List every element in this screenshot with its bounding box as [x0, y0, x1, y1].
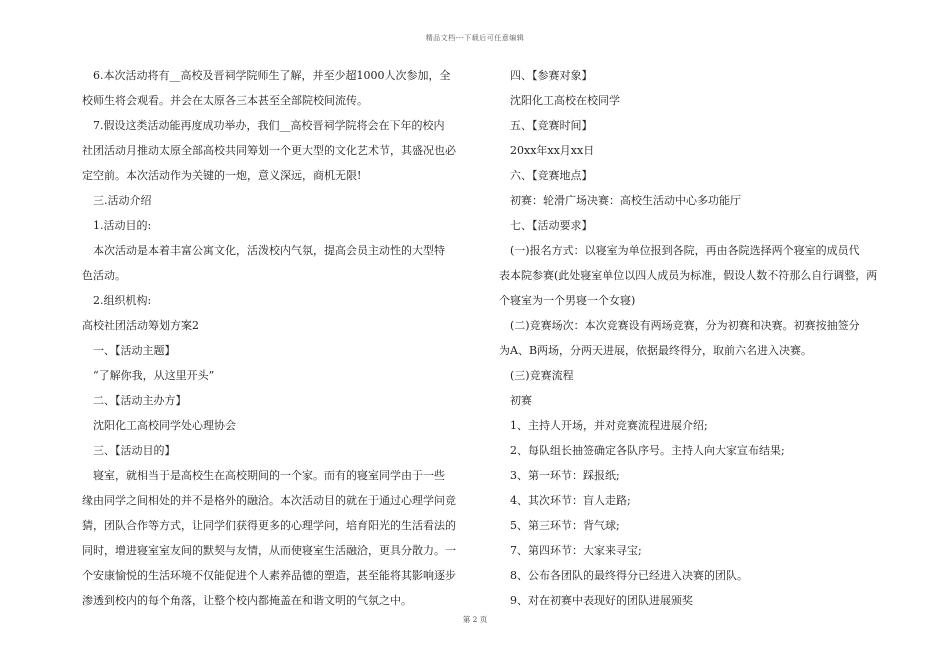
text-line: 初赛: [510, 394, 532, 407]
text-line: 个安康愉悦的生活环境不仅能促进个人素养品德的塑造，甚至能将其影响逐步: [82, 569, 456, 582]
text-line: 个寝室为一个男寝一个女寝): [499, 294, 636, 307]
text-line: (一)报名方式：以寝室为单位报到各院，再由各院选择两个寝室的成员代: [510, 244, 860, 257]
text-line: 社团活动月推动太原全部高校共同筹划一个更大型的文化艺术节，其盛况也必: [82, 144, 456, 157]
text-line: 2.组织机构:: [93, 294, 152, 307]
text-line: 8、公布各团队的最终得分已经进入决赛的团队。: [510, 569, 748, 582]
text-line: 为A、B两场，分两天进展，依据最终得分，取前六名进入决赛。: [499, 344, 813, 357]
text-line: 7、第四环节：大家来寻宝;: [510, 544, 642, 557]
text-line: 同时，增进寝室室友间的默契与友情，从而使寝室生活融洽，更具分散力。一: [82, 544, 456, 557]
text-line: 沈阳化工高校在校同学: [510, 94, 620, 107]
text-line: 9、对在初赛中表现好的团队进展颁奖: [510, 594, 693, 607]
text-line: 三、【活动目的】: [93, 444, 176, 457]
right-column: [499, 63, 890, 613]
page-header: 精品文档---下载后可任意编辑: [425, 34, 525, 42]
text-line: 7.假设这类活动能再度成功举办，我们__高校晋祠学院将会在下年的校内: [93, 119, 445, 132]
text-line: 本次活动是本着丰富公寓文化，活泼校内气氛，提高会员主动性的大型特: [93, 244, 445, 257]
text-line: 4、其次环节：盲人走路;: [510, 494, 631, 507]
text-line: 六、【竞赛地点】: [510, 169, 593, 182]
text-line: 一、【活动主题】: [93, 344, 176, 357]
text-line: 20xx年xx月xx日: [510, 144, 595, 157]
text-line: 1.活动目的:: [93, 219, 152, 232]
text-line: 猜，团队合作等方式，让同学们获得更多的心理学问，培育阳光的生活看法的: [82, 519, 456, 532]
text-line: 二、【活动主办方】: [93, 394, 187, 407]
text-line: 渗透到校内的每个角落，让整个校内都掩盖在和谐文明的气氛之中。: [82, 594, 412, 607]
page-number: 第 2 页: [462, 615, 488, 624]
text-line: 定空前。本次活动作为关键的一炮，意义深远，商机无限!: [82, 169, 362, 182]
text-line: 6.本次活动将有__高校及晋祠学院师生了解，并至少超1000人次参加，全: [93, 69, 451, 82]
text-line: 校师生将会观看。并会在太原各三本甚至全部院校间流传。: [82, 94, 368, 107]
left-column: [82, 63, 466, 613]
text-line: 5、第三环节：背气球;: [510, 519, 620, 532]
text-line: 表本院参赛(此处寝室单位以四人成员为标准，假设人数不符那么自行调整，两: [499, 269, 878, 282]
text-line: 五、【竞赛时间】: [510, 119, 593, 132]
text-line: 2、每队组长抽签确定各队序号。主持人向大家宣布结果;: [510, 444, 785, 457]
text-line: “了解你我，从这里开头”: [93, 369, 215, 382]
text-line: 三.活动介绍: [93, 194, 152, 207]
text-line: 缘由同学之间相处的并不是格外的融洽。本次活动目的就在于通过心理学问竞: [82, 494, 456, 507]
text-line: 四、【参赛对象】: [510, 69, 593, 82]
text-line: 沈阳化工高校同学处心理协会: [93, 419, 236, 432]
text-line: 1、主持人开场，并对竞赛流程进展介绍;: [510, 419, 708, 432]
text-line: (三)竞赛流程: [510, 369, 574, 382]
text-line: 色活动。: [82, 269, 126, 282]
text-line: 寝室，就相当于是高校生在高校期间的一个家。而有的寝室同学由于一些: [93, 469, 445, 482]
text-line: (二)竞赛场次：本次竞赛设有两场竞赛，分为初赛和决赛。初赛按抽签分: [510, 319, 860, 332]
text-line: 七、【活动要求】: [510, 219, 593, 232]
text-line: 3、第一环节：踩报纸;: [510, 469, 620, 482]
text-line: 高校社团活动筹划方案2: [82, 319, 199, 332]
text-line: 初赛：轮滑广场决赛：高校生活动中心多功能厅: [510, 194, 741, 207]
